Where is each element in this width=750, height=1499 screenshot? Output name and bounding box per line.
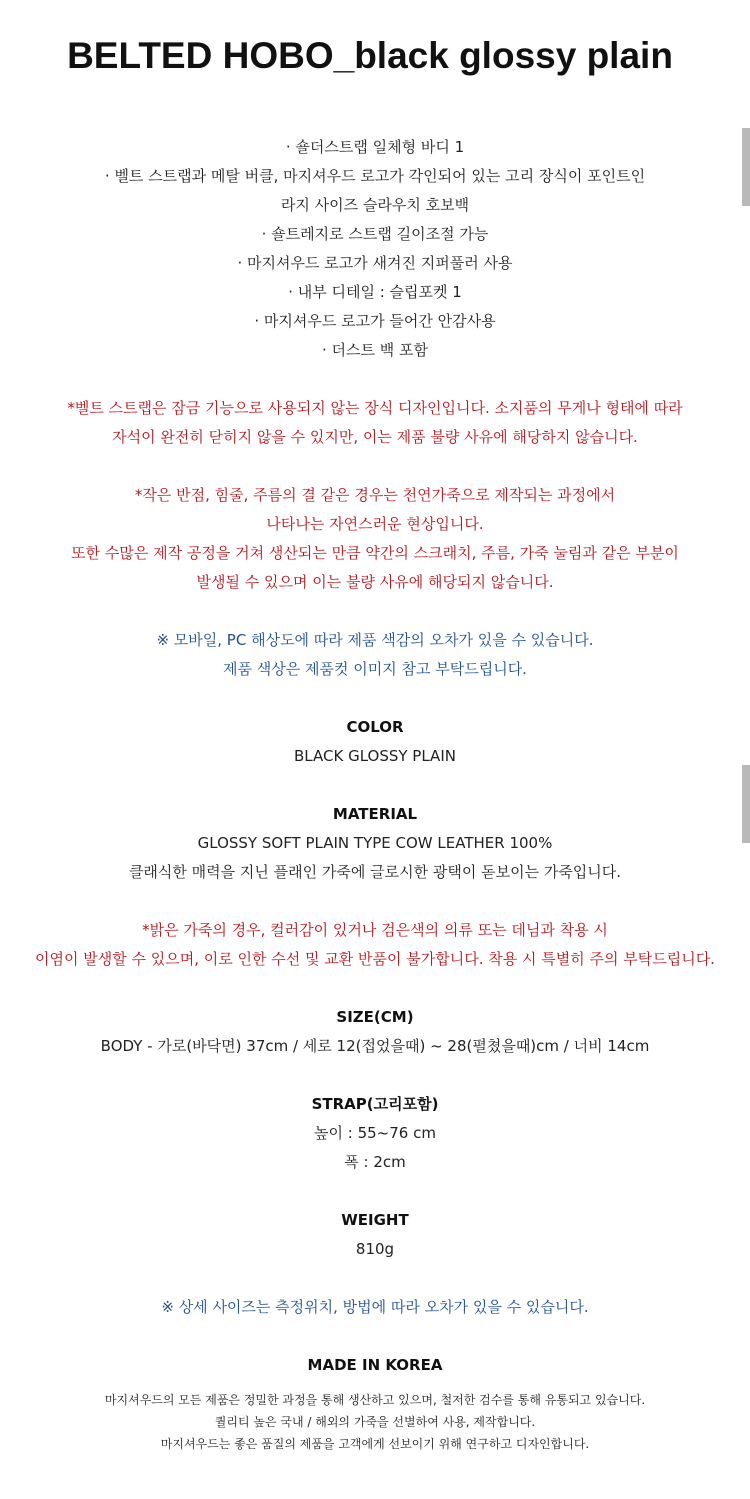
weight-label: WEIGHT [341,1211,409,1229]
feature-item: · 숄더스트랩 일체형 바디 1 [285,138,465,156]
belt-notice-line: *벨트 스트랩은 잠금 기능으로 사용되지 않는 장식 디자인입니다. 소지품의 무게나 형태에 따라 [67,399,683,417]
belt-notice [0,394,750,452]
material-value: GLOSSY SOFT PLAIN TYPE COW LEATHER 100% [197,834,553,852]
size-section [0,1003,750,1061]
footer-line: 마지셔우드의 모든 제품은 정밀한 과정을 통해 생산하고 있으며, 철저한 검수를 통해 유통되고 있습니다. [104,1393,646,1407]
color-notice-line: ※ 모바일, PC 해상도에 따라 제품 색감의 오차가 있을 수 있습니다. [156,631,594,649]
strap-label: STRAP(고리포함) [311,1095,439,1113]
feature-list [0,133,750,365]
spacer [0,1061,750,1090]
strap-width: 폭 : 2cm [344,1153,406,1171]
feature-item: · 더스트 백 포함 [321,341,428,359]
spacer [0,1264,750,1293]
feature-item: 라지 사이즈 슬라우치 호보백 [280,196,470,214]
leather-notice-line: *작은 반점, 힘줄, 주름의 결 같은 경우는 천연가죽으로 제작되는 과정에서 [134,486,616,504]
feature-item: · 마지셔우드 로고가 새겨진 지퍼풀러 사용 [237,254,513,272]
color-notice [0,626,750,684]
size-notice: ※ 상세 사이즈는 측정위치, 방법에 따라 오차가 있을 수 있습니다. [161,1298,589,1316]
spacer [0,771,750,800]
spacer [0,452,750,481]
size-label: SIZE(CM) [336,1008,414,1026]
spacer [0,974,750,1003]
spacer [0,684,750,713]
spacer [0,1177,750,1206]
material-notice [0,916,750,974]
belt-notice-line: 자석이 완전히 닫히지 않을 수 있지만, 이는 제품 불량 사유에 해당하지 않습니다. [112,428,638,446]
weight-value: 810g [355,1240,395,1258]
material-label: MATERIAL [332,805,418,823]
spacer [0,1322,750,1351]
leather-notice-line: 발생될 수 있으며 이는 불량 사유에 해당되지 않습니다. [196,573,554,591]
size-body: BODY - 가로(바닥면) 37cm / 세로 12(접었을때) ~ 28(펼쳤을때)cm / 너비 14cm [100,1037,650,1055]
weight-section [0,1206,750,1264]
strap-section [0,1090,750,1177]
leather-notice-line: 나타나는 자연스러운 현상입니다. [266,515,484,533]
origin-label: MADE IN KOREA [307,1356,443,1374]
spacer [0,597,750,626]
footer-line: 마지셔우드는 좋은 품질의 제품을 고객에게 선보이기 위해 연구하고 디자인합니다. [160,1437,590,1451]
leather-notice [0,481,750,597]
scroll-indicator [742,765,750,843]
spacer [0,365,750,394]
footer-line: 퀄리티 높은 국내 / 해외의 가죽을 선별하여 사용, 제작합니다. [214,1415,536,1429]
material-section [0,800,750,887]
product-description [0,133,750,1455]
feature-item: · 마지셔우드 로고가 들어간 안감사용 [254,312,496,330]
material-description: 클래식한 매력을 지닌 플래인 가죽에 글로시한 광택이 돋보이는 가죽입니다. [128,863,622,881]
leather-notice-line: 또한 수많은 제작 공정을 거쳐 생산되는 만큼 약간의 스크래치, 주름, 가죽 눌림과 같은 부분이 [71,544,679,562]
feature-item: · 내부 디테일 : 슬립포켓 1 [288,283,462,301]
spacer [0,887,750,916]
product-title: BELTED HOBO_black glossy plain [67,35,673,76]
scroll-indicator [742,128,750,206]
feature-item: · 숄트레지로 스트랩 길이조절 가능 [261,225,489,243]
material-notice-line: *밝은 가죽의 경우, 컬러감이 있거나 검은색의 의류 또는 데님과 착용 시 [142,921,608,939]
material-notice-line: 이염이 발생할 수 있으며, 이로 인한 수선 및 교환 반품이 불가합니다. 착용 시 특별히 주의 부탁드립니다. [35,950,715,968]
brand-footer [0,1389,750,1455]
color-section [0,713,750,771]
feature-item: · 벨트 스트랩과 메탈 버클, 마지셔우드 로고가 각인되어 있는 고리 장식이 포인트인 [104,167,646,185]
strap-height: 높이 : 55~76 cm [314,1124,436,1142]
color-label: COLOR [346,718,404,736]
color-value: BLACK GLOSSY PLAIN [294,747,456,765]
color-notice-line: 제품 색상은 제품컷 이미지 참고 부탁드립니다. [223,660,527,678]
